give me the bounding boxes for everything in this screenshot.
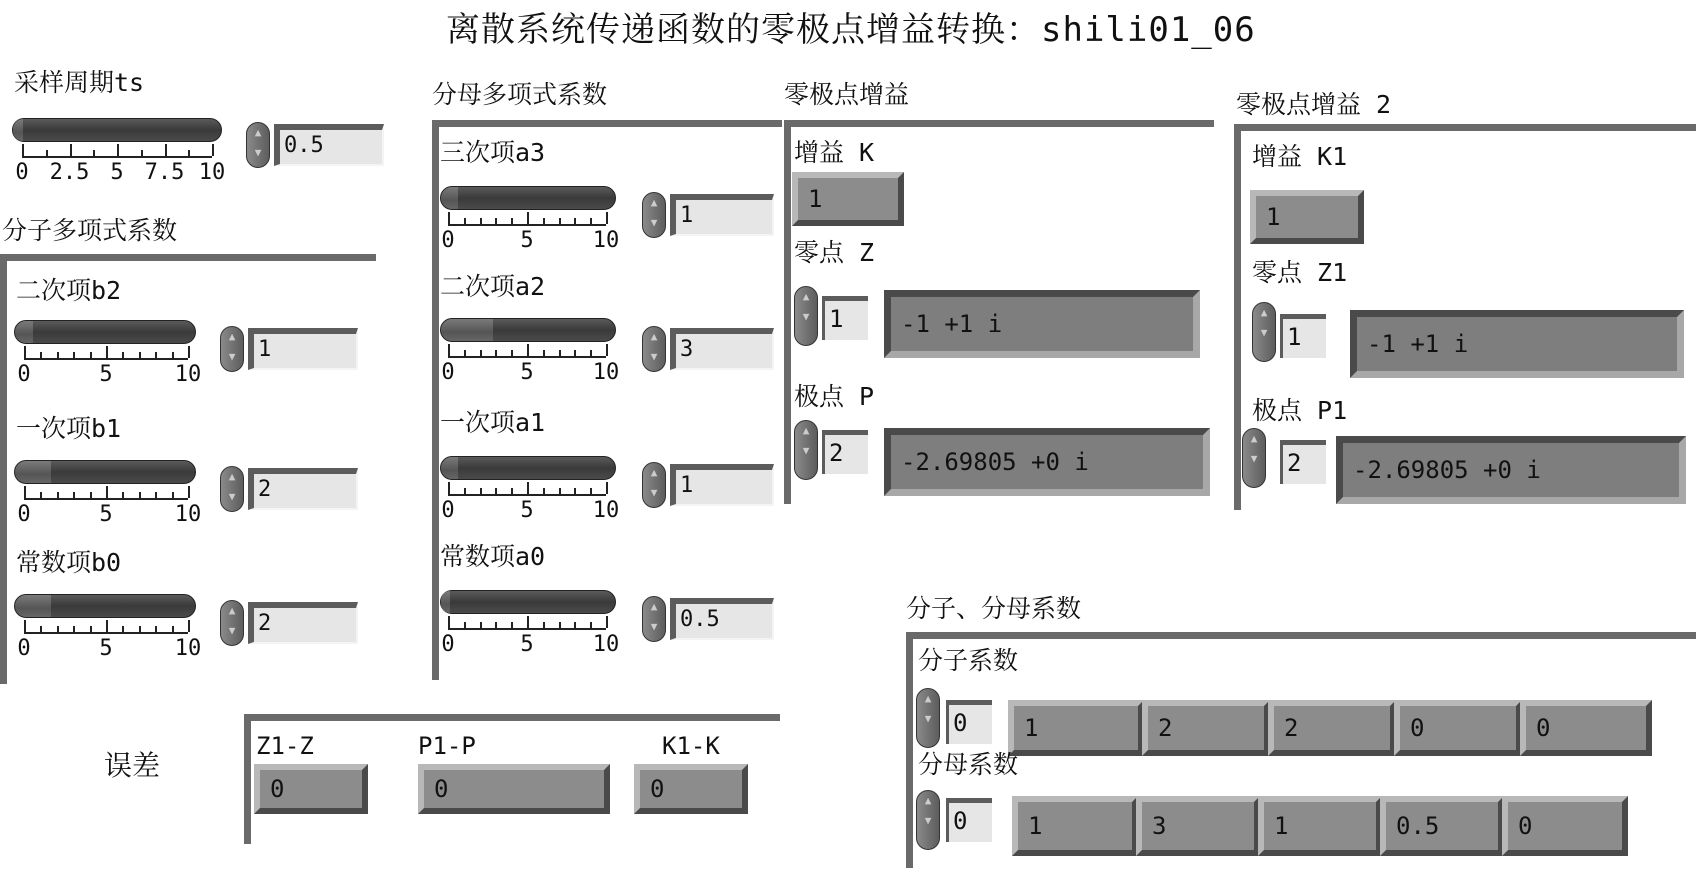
scale-tick — [155, 626, 157, 632]
scale-tick — [24, 486, 26, 498]
scale-tick — [480, 350, 482, 356]
a1-input[interactable]: 1 — [670, 464, 774, 506]
num-coeffs-index[interactable]: 0 — [946, 700, 992, 744]
scale-tick — [172, 352, 174, 358]
zpk2-gain-label: 增益 K1 — [1252, 142, 1348, 171]
ts-scale — [15, 142, 226, 185]
scale-tick — [543, 622, 545, 628]
a3-scale — [441, 210, 620, 253]
scale-tick — [448, 482, 450, 494]
zpk1-label: 零极点增益 — [784, 80, 910, 109]
zpk2-pole-index-spin-icon[interactable]: ▲ ▼ — [1242, 428, 1266, 488]
scale-tick — [590, 622, 592, 628]
scale-tick — [40, 492, 42, 498]
a1-slider-fill — [441, 457, 458, 479]
b2-label: 二次项b2 — [16, 276, 122, 305]
scale-tick-label: 10 — [592, 498, 620, 523]
scale-tick — [448, 616, 450, 628]
den-coeff-1: 3 — [1136, 796, 1260, 856]
zpk2-label: 零极点增益 2 — [1236, 90, 1392, 119]
scale-tick — [606, 616, 608, 628]
scale-tick — [527, 212, 529, 224]
error-label: 误差 — [104, 749, 161, 782]
scale-tick — [57, 352, 59, 358]
b1-input[interactable]: 2 — [248, 468, 358, 510]
b2-scale — [17, 344, 202, 387]
scale-tick — [73, 492, 75, 498]
den-coeff-4: 0 — [1502, 796, 1628, 856]
scale-tick-label: 5 — [110, 160, 124, 185]
a2-slider[interactable] — [440, 318, 616, 342]
scale-tick-label: 0 — [441, 360, 455, 385]
scale-tick — [46, 150, 48, 156]
scale-tick — [527, 344, 529, 356]
scale-tick — [464, 218, 466, 224]
zpk1-pole-value: -2.69805 +0 i — [884, 428, 1210, 496]
a0-slider[interactable] — [440, 590, 616, 614]
scale-tick — [590, 350, 592, 356]
scale-tick — [155, 492, 157, 498]
b2-slider-fill — [15, 321, 33, 343]
scale-tick — [40, 626, 42, 632]
scale-tick — [543, 350, 545, 356]
scale-tick — [172, 492, 174, 498]
ts-input[interactable]: 0.5 — [274, 124, 384, 166]
zpk2-zero-index[interactable]: 1 — [1280, 314, 1326, 358]
scale-axis — [448, 628, 606, 630]
scale-tick — [480, 488, 482, 494]
scale-tick — [24, 346, 26, 358]
a0-spin-icon[interactable]: ▲ ▼ — [642, 596, 666, 642]
zpk2-pole-index[interactable]: 2 — [1280, 440, 1326, 484]
b0-slider[interactable] — [14, 594, 196, 618]
scale-tick — [559, 488, 561, 494]
scale-tick-label: 0 — [17, 502, 31, 527]
error-z-label: Z1-Z — [256, 732, 314, 760]
scale-tick — [188, 150, 190, 156]
scale-tick — [574, 218, 576, 224]
b0-input[interactable]: 2 — [248, 602, 358, 644]
ts-slider[interactable] — [12, 118, 222, 142]
scale-tick — [574, 622, 576, 628]
num-coeffs-index-spin-icon[interactable]: ▲ ▼ — [916, 688, 940, 748]
scale-tick — [57, 492, 59, 498]
b1-scale — [17, 484, 202, 527]
zpk1-zero-value: -1 +1 i — [884, 290, 1200, 358]
scale-tick — [511, 622, 513, 628]
scale-tick — [122, 492, 124, 498]
scale-tick — [448, 344, 450, 356]
num-coeff-3: 0 — [1394, 700, 1522, 756]
scale-tick — [122, 626, 124, 632]
num-coeff-1: 2 — [1142, 700, 1270, 756]
scale-tick — [464, 350, 466, 356]
scale-tick — [106, 346, 108, 358]
scale-tick — [57, 626, 59, 632]
b0-scale — [17, 618, 202, 661]
scale-tick-label: 7.5 — [144, 160, 185, 185]
scale-axis — [448, 356, 606, 358]
scale-axis — [448, 224, 606, 226]
zpk1-zero-label: 零点 Z — [794, 238, 875, 267]
page-title: 离散系统传递函数的零极点增益转换：shili01_06 — [446, 10, 1256, 50]
scale-tick — [106, 620, 108, 632]
scale-tick-label: 10 — [198, 160, 226, 185]
scale-tick — [155, 352, 157, 358]
a0-input[interactable]: 0.5 — [670, 598, 774, 640]
scale-tick — [106, 486, 108, 498]
b1-slider-fill — [15, 461, 51, 483]
b2-input[interactable]: 1 — [248, 328, 358, 370]
zpk2-zero-label: 零点 Z1 — [1252, 258, 1348, 287]
zpk1-pole-index-spin-icon[interactable]: ▲ ▼ — [794, 420, 818, 480]
zpk1-pole-label: 极点 P — [794, 382, 875, 411]
a0-slider-fill — [441, 591, 450, 613]
num-coeff-4: 0 — [1520, 700, 1652, 756]
den-coeff-2: 1 — [1258, 796, 1382, 856]
zpk2-gain: 1 — [1250, 190, 1364, 244]
scale-tick — [480, 622, 482, 628]
den-coeffs-index[interactable]: 0 — [946, 798, 992, 842]
a3-slider-fill — [441, 187, 458, 209]
scale-axis — [24, 632, 188, 634]
scale-axis — [22, 156, 212, 158]
scale-tick — [117, 144, 119, 156]
scale-tick-label: 10 — [174, 362, 202, 387]
error-k-label: K1-K — [662, 732, 720, 760]
scale-tick — [24, 620, 26, 632]
a3-input[interactable]: 1 — [670, 194, 774, 236]
scale-tick — [188, 346, 190, 358]
scale-axis — [24, 498, 188, 500]
zpk2-pole-label: 极点 P1 — [1252, 396, 1348, 425]
a2-slider-fill — [441, 319, 493, 341]
scale-tick-label: 10 — [592, 360, 620, 385]
ts-spin-icon[interactable]: ▲ ▼ — [246, 122, 270, 168]
zpk2-zero-index-spin-icon[interactable]: ▲ ▼ — [1252, 302, 1276, 362]
scale-tick-label: 5 — [99, 362, 113, 387]
scale-axis — [24, 358, 188, 360]
scale-tick — [73, 352, 75, 358]
a2-input[interactable]: 3 — [670, 328, 774, 370]
scale-tick — [606, 212, 608, 224]
error-k: 0 — [634, 764, 748, 814]
scale-tick — [139, 492, 141, 498]
scale-tick — [464, 488, 466, 494]
error-p: 0 — [418, 764, 610, 814]
b1-slider[interactable] — [14, 460, 196, 484]
scale-tick-label: 5 — [520, 228, 534, 253]
scale-tick — [73, 626, 75, 632]
scale-tick — [574, 488, 576, 494]
scale-tick — [495, 488, 497, 494]
b2-slider[interactable] — [14, 320, 196, 344]
b2-spin-icon[interactable]: ▲ ▼ — [220, 326, 244, 372]
error-z: 0 — [254, 764, 368, 814]
a3-spin-icon[interactable]: ▲ ▼ — [642, 192, 666, 238]
scale-tick — [511, 218, 513, 224]
scale-tick — [90, 626, 92, 632]
scale-tick — [527, 482, 529, 494]
den-coeffs-label: 分母系数 — [918, 750, 1019, 779]
zpk1-gain: 1 — [792, 172, 904, 226]
scale-tick — [93, 150, 95, 156]
scale-tick-label: 0 — [17, 636, 31, 661]
scale-tick — [22, 144, 24, 156]
scale-tick — [511, 488, 513, 494]
scale-tick — [90, 492, 92, 498]
scale-tick — [139, 626, 141, 632]
scale-tick — [495, 350, 497, 356]
scale-tick-label: 10 — [592, 632, 620, 657]
scale-tick-label: 5 — [99, 502, 113, 527]
a0-label: 常数项a0 — [440, 542, 546, 571]
scale-tick — [574, 350, 576, 356]
scale-tick — [495, 622, 497, 628]
scale-tick — [590, 218, 592, 224]
scale-tick — [543, 488, 545, 494]
scale-tick — [606, 482, 608, 494]
numerator-label: 分子多项式系数 — [2, 216, 178, 245]
scale-tick-label: 10 — [174, 636, 202, 661]
scale-tick-label: 5 — [520, 632, 534, 657]
denominator-label: 分母多项式系数 — [432, 80, 608, 109]
scale-tick — [141, 150, 143, 156]
scale-tick — [40, 352, 42, 358]
b0-spin-icon[interactable]: ▲ ▼ — [220, 600, 244, 646]
a1-label: 一次项a1 — [440, 408, 546, 437]
a2-label: 二次项a2 — [440, 272, 546, 301]
scale-tick — [165, 144, 167, 156]
scale-tick-label: 0 — [15, 160, 29, 185]
scale-tick — [559, 622, 561, 628]
b0-label: 常数项b0 — [16, 548, 122, 577]
scale-tick-label: 0 — [441, 632, 455, 657]
scale-tick — [188, 486, 190, 498]
a2-scale — [441, 342, 620, 385]
scale-tick-label: 2.5 — [49, 160, 90, 185]
scale-tick — [480, 218, 482, 224]
scale-tick — [511, 350, 513, 356]
a0-scale — [441, 614, 620, 657]
scale-tick-label: 0 — [17, 362, 31, 387]
scale-tick-label: 5 — [520, 360, 534, 385]
den-coeffs-index-spin-icon[interactable]: ▲ ▼ — [916, 790, 940, 850]
scale-axis — [448, 494, 606, 496]
b1-spin-icon[interactable]: ▲ ▼ — [220, 466, 244, 512]
scale-tick — [122, 352, 124, 358]
a3-label: 三次项a3 — [440, 138, 546, 167]
num-coeff-0: 1 — [1008, 700, 1144, 756]
scale-tick — [464, 622, 466, 628]
b1-label: 一次项b1 — [16, 414, 122, 443]
a1-scale — [441, 480, 620, 523]
den-coeff-0: 1 — [1012, 796, 1138, 856]
zpk1-pole-index[interactable]: 2 — [822, 430, 868, 474]
error-p-label: P1-P — [418, 732, 476, 760]
ts-label: 采样周期ts — [14, 68, 145, 97]
scale-tick-label: 10 — [592, 228, 620, 253]
scale-tick — [527, 616, 529, 628]
scale-tick-label: 0 — [441, 228, 455, 253]
zpk1-zero-index-spin-icon[interactable]: ▲ ▼ — [794, 286, 818, 346]
scale-tick-label: 10 — [174, 502, 202, 527]
scale-tick — [559, 350, 561, 356]
a1-spin-icon[interactable]: ▲ ▼ — [642, 462, 666, 508]
scale-tick — [212, 144, 214, 156]
ts-slider-fill — [13, 119, 23, 141]
scale-tick — [495, 218, 497, 224]
scale-tick — [606, 344, 608, 356]
a2-spin-icon[interactable]: ▲ ▼ — [642, 326, 666, 372]
scale-tick-label: 5 — [520, 498, 534, 523]
scale-tick — [90, 352, 92, 358]
zpk2-zero-value: -1 +1 i — [1350, 310, 1684, 378]
zpk2-pole-value: -2.69805 +0 i — [1336, 436, 1686, 504]
a3-slider[interactable] — [440, 186, 616, 210]
scale-tick — [543, 218, 545, 224]
scale-tick-label: 0 — [441, 498, 455, 523]
b0-slider-fill — [15, 595, 51, 617]
scale-tick — [70, 144, 72, 156]
num-coeff-2: 2 — [1268, 700, 1396, 756]
num-coeffs-label: 分子系数 — [918, 646, 1019, 675]
zpk1-zero-index[interactable]: 1 — [822, 296, 868, 340]
den-coeff-3: 0.5 — [1380, 796, 1504, 856]
coeffs-label: 分子、分母系数 — [906, 594, 1082, 623]
scale-tick-label: 5 — [99, 636, 113, 661]
scale-tick — [139, 352, 141, 358]
scale-tick — [559, 218, 561, 224]
scale-tick — [172, 626, 174, 632]
a1-slider[interactable] — [440, 456, 616, 480]
scale-tick — [590, 488, 592, 494]
scale-tick — [448, 212, 450, 224]
zpk1-gain-label: 增益 K — [794, 138, 875, 167]
scale-tick — [188, 620, 190, 632]
